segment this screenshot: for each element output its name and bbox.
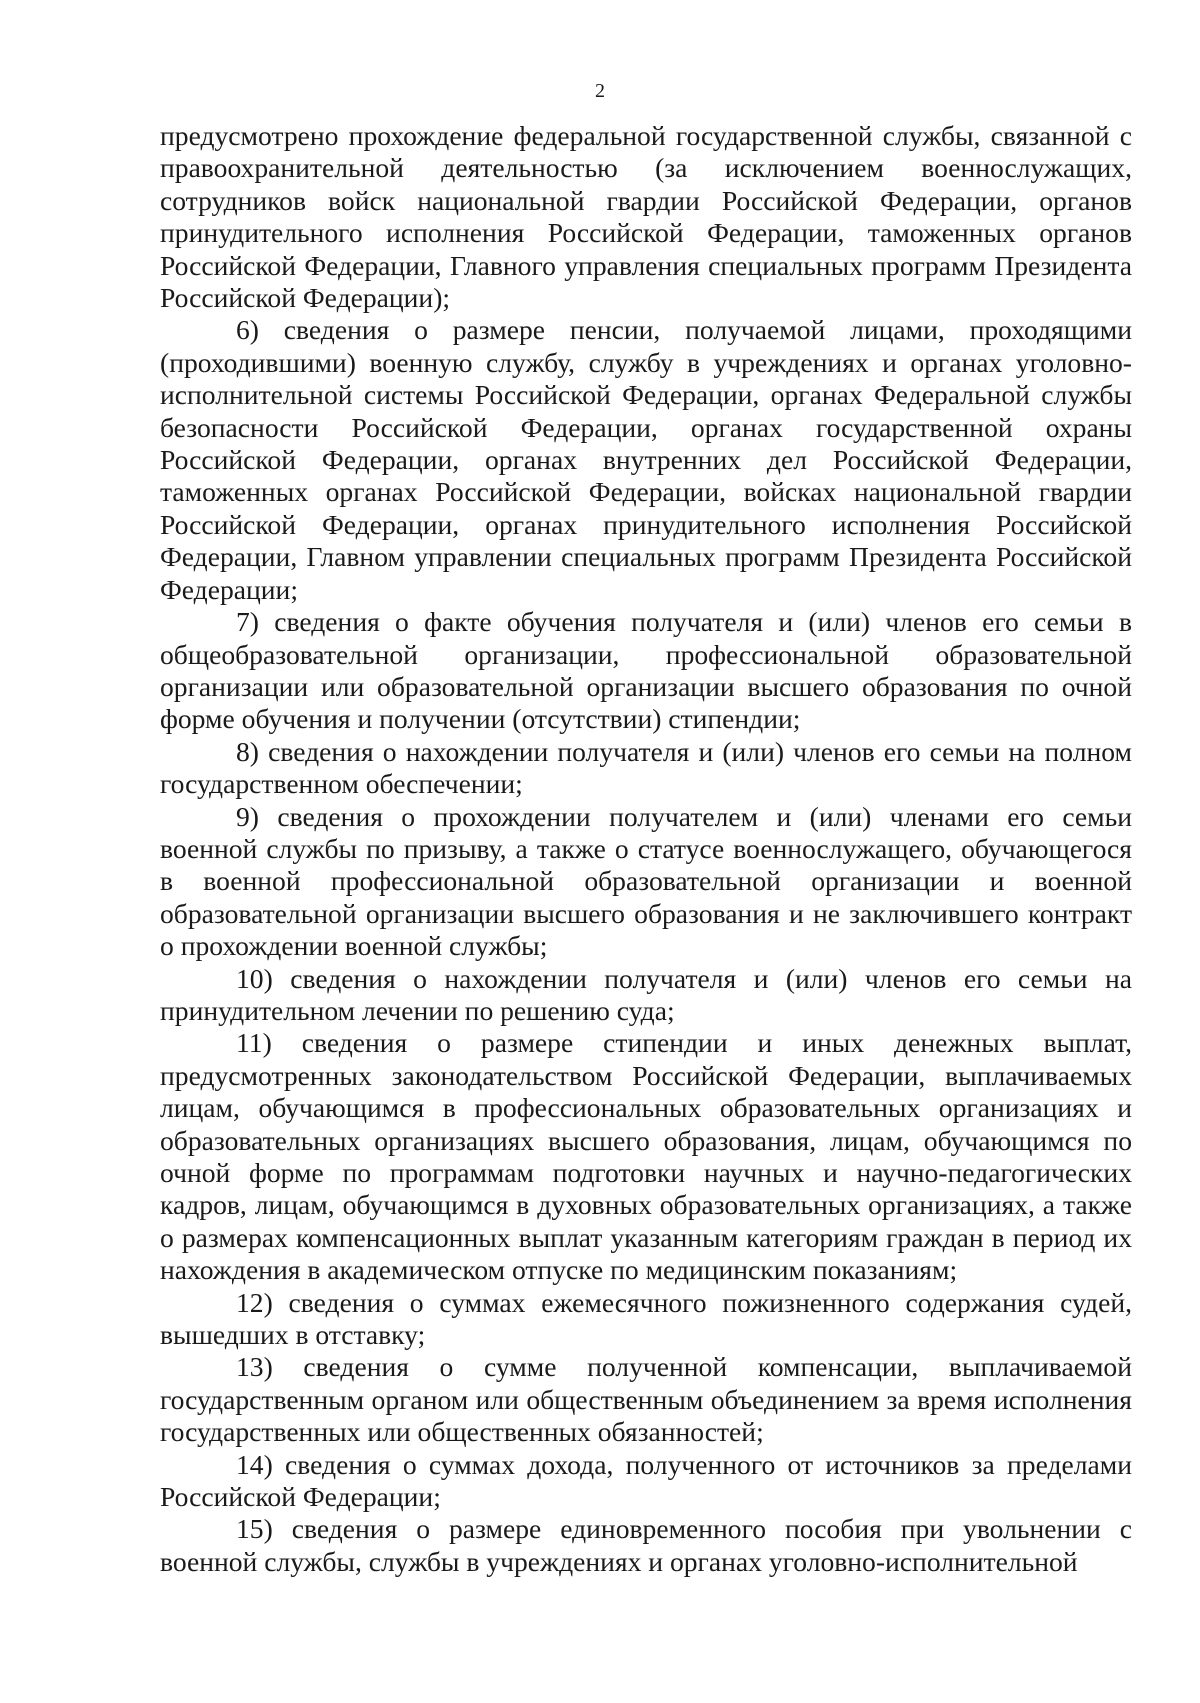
paragraph-item-15: 15) сведения о размере единовременного пособия при увольнении с военной службы, службы в учреждениях и органах уголовно-исполнительной — [160, 1513, 1132, 1577]
paragraph-item-8: 8) сведения о нахождении получателя и (или) членов его семьи на полном государственном обеспечении; — [160, 735, 1132, 800]
paragraph-item-10: 10) сведения о нахождении получателя и (или) членов его семьи на принудительном лечении по решению суда; — [160, 962, 1132, 1026]
paragraph-continuation: предусмотрено прохождение федеральной государственной службы, связанной с правоохранительной деятельностью (за исключением военнослужащих, сотрудников войск национальной гвардии Российской Федерации, органов принудительного исполнения Российской Федерации, таможенных органов Российской Федерации, Главного управления специальных программ Президента Российской Федерации); — [160, 120, 1132, 314]
paragraph-item-9: 9) сведения о прохождении получателем и (или) членами его семьи военной службы по призыву, а также о статусе военнослужащего, обучающегося в военной профессиональной образовательной организации и военной образовательной организации высшего образования и не заключившего контракт о прохождении военной службы; — [160, 800, 1132, 962]
page-number: 2 — [595, 80, 605, 102]
document-body — [160, 120, 1132, 1578]
paragraph-item-7: 7) сведения о факте обучения получателя и (или) членов его семьи в общеобразовательной организации, профессиональной образовательной организации или образовательной организации высшего образования по очной форме обучения и получении (отсутствии) стипендии; — [160, 606, 1132, 735]
paragraph-item-6: 6) сведения о размере пенсии, получаемой лицами, проходящими (проходившими) военную службу, службу в учреждениях и органах уголовно-исполнительной системы Российской Федерации, органах Федеральной службы безопасности Российской Федерации, органах государственной охраны Российской Федерации, органах внутренних дел Российской Федерации, таможенных органах Российской Федерации, войсках национальной гвардии Российской Федерации, органах принудительного исполнения Российской Федерации, Главном управлении специальных программ Президента Российской Федерации; — [160, 314, 1132, 605]
paragraph-item-14: 14) сведения о суммах дохода, полученного от источников за пределами Российской Федерации; — [160, 1448, 1132, 1513]
paragraph-item-11: 11) сведения о размере стипендии и иных денежных выплат, предусмотренных законодательством Российской Федерации, выплачиваемых лицам, обучающимся в профессиональных образовательных организациях и образовательных организациях высшего образования, лицам, обучающимся по очной форме по программам подготовки научных и научно-педагогических кадров, лицам, обучающимся в духовных образовательных организациях, а также о размерах компенсационных выплат указанным категориям граждан в период их нахождения в академическом отпуске по медицинским показаниям; — [160, 1027, 1132, 1286]
paragraph-item-13: 13) сведения о сумме полученной компенсации, выплачиваемой государственным органом или общественным объединением за время исполнения государственных или общественных обязанностей; — [160, 1351, 1132, 1448]
paragraph-item-12: 12) сведения о суммах ежемесячного пожизненного содержания судей, вышедших в отставку; — [160, 1286, 1132, 1351]
